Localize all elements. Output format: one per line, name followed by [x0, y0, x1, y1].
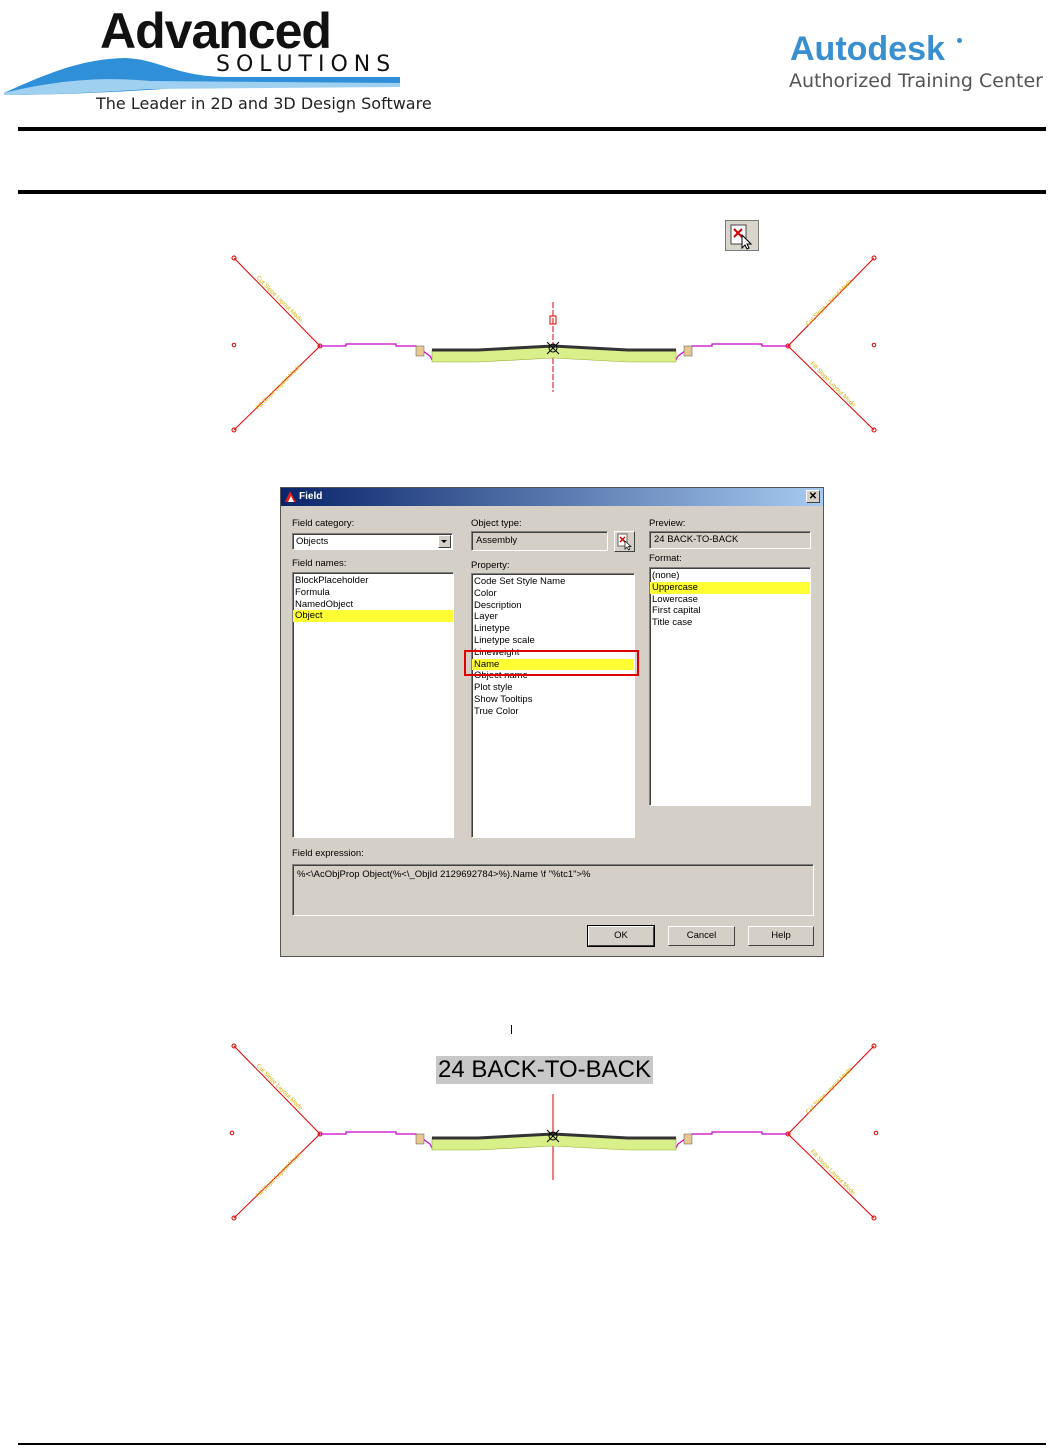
property-item[interactable]: Code Set Style Name — [474, 576, 566, 587]
field-category-dropdown[interactable] — [292, 533, 453, 550]
property-item[interactable]: Lineweight — [474, 646, 520, 658]
field-names-label: Field names: — [292, 558, 347, 569]
close-button[interactable] — [806, 490, 820, 503]
advanced-logo-text: Advanced — [100, 3, 331, 59]
preview-value: 24 BACK-TO-BACK — [654, 534, 739, 545]
select-object-button[interactable] — [725, 220, 759, 251]
assembly-drawing-before — [220, 250, 890, 440]
header-divider-bottom — [18, 190, 1046, 194]
preview-label: Preview: — [649, 518, 686, 529]
format-item[interactable]: (none) — [652, 570, 680, 581]
field-expression-box — [292, 864, 814, 916]
field-name-item[interactable]: NamedObject — [295, 598, 354, 610]
property-item[interactable]: Color — [474, 587, 497, 599]
property-item[interactable]: Linetype — [474, 623, 510, 635]
format-item[interactable]: First capital — [652, 605, 701, 617]
cancel-button[interactable]: Cancel — [668, 926, 735, 946]
chevron-down-icon — [439, 536, 450, 547]
select-object-dialog-button[interactable] — [614, 531, 635, 552]
link-label-cut-right: Cut Slope Layout Mode — [805, 1066, 854, 1116]
text-cursor — [511, 1025, 512, 1034]
field-expression-value: %<\AcObjProp Object(%<\_ObjId 2129692784>%).Name \f "%tc1">% — [297, 869, 591, 880]
company-tagline: The Leader in 2D and 3D Design Software — [96, 94, 432, 113]
object-type-field — [471, 531, 608, 551]
property-item[interactable]: True Color — [474, 705, 519, 717]
link-label-fill-left: Fill Slope Layout Mode — [255, 1152, 303, 1200]
field-dialog — [280, 487, 824, 957]
ok-button[interactable]: OK — [588, 926, 654, 946]
format-item[interactable]: Title case — [652, 617, 693, 629]
format-label: Format: — [649, 553, 682, 564]
property-item[interactable]: Linetype scale — [474, 634, 535, 646]
property-label: Property: — [471, 560, 510, 571]
property-item-selected[interactable]: Name — [472, 659, 634, 671]
link-label-fill-right: Fill Slope Layout Mode — [808, 1149, 856, 1197]
link-label-cut-left: Cut Slope Layout Mode — [254, 1063, 304, 1112]
property-item[interactable]: Plot style — [474, 682, 513, 694]
help-button[interactable]: Help — [748, 926, 814, 946]
property-item[interactable]: Show Tooltips — [474, 693, 533, 705]
object-type-value: Assembly — [476, 535, 518, 546]
link-label-cut-left: Cut Slope Layout Mode — [254, 275, 304, 324]
field-category-label: Field category: — [292, 518, 355, 529]
autodesk-logo-text: Autodesk — [790, 30, 945, 68]
property-item[interactable]: Object name — [474, 670, 528, 682]
property-item[interactable]: Description — [474, 599, 522, 611]
field-category-value: Objects — [296, 536, 329, 547]
dialog-title: Field — [299, 491, 323, 502]
link-label-fill-right: Fill Slope Layout Mode — [808, 361, 856, 409]
solutions-logo-text: SOLUTIONS — [216, 52, 397, 77]
name-property-highlight — [464, 650, 639, 676]
preview-field — [649, 531, 811, 549]
field-names-list[interactable] — [292, 572, 454, 838]
dialog-titlebar — [281, 488, 823, 506]
property-list[interactable] — [471, 573, 635, 838]
field-name-item[interactable]: Formula — [295, 586, 330, 598]
object-type-label: Object type: — [471, 518, 522, 529]
field-expression-label: Field expression: — [292, 848, 364, 859]
format-item[interactable]: Lowercase — [652, 593, 698, 605]
footer-divider — [18, 1443, 1046, 1445]
property-item[interactable]: Layer — [474, 611, 498, 623]
header-divider-top — [18, 127, 1046, 131]
close-icon: ✕ — [808, 491, 818, 502]
format-list[interactable] — [649, 567, 811, 806]
field-name-item[interactable]: BlockPlaceholder — [295, 575, 369, 586]
registered-mark-icon — [957, 38, 962, 43]
link-label-cut-right: Cut Slope Layout Mode — [805, 278, 854, 328]
select-object-icon — [615, 532, 634, 551]
field-name-item-selected[interactable]: Object — [293, 610, 453, 622]
select-object-icon — [726, 221, 758, 250]
format-item-selected[interactable]: Uppercase — [650, 582, 810, 594]
dropdown-arrow-button[interactable] — [438, 535, 451, 548]
assembly-drawing-after — [220, 1040, 890, 1230]
assembly-name-field-label[interactable]: 24 BACK-TO-BACK — [438, 1056, 651, 1083]
link-label-fill-left: Fill Slope Layout Mode — [255, 364, 303, 412]
authorized-training-center-text: Authorized Training Center — [789, 70, 1043, 92]
dialog-app-icon — [284, 490, 297, 503]
